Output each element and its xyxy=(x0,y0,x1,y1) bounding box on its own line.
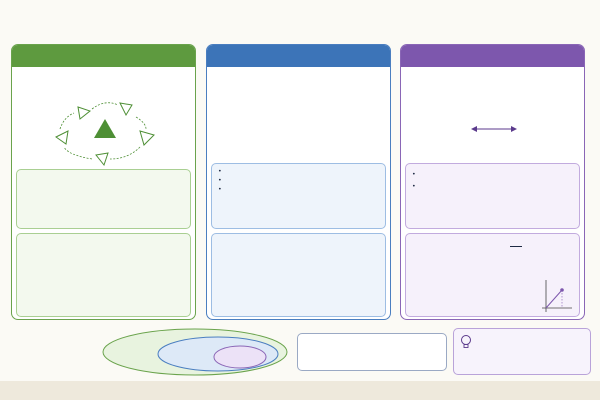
retenir-box xyxy=(453,328,591,375)
corps-panel xyxy=(400,44,585,320)
triangle-right xyxy=(140,131,154,145)
rotation-arrow-5 xyxy=(60,113,74,129)
anneau-exemples-title xyxy=(212,234,385,237)
rotation-arrow-3 xyxy=(110,147,140,159)
integer-number-line xyxy=(302,250,384,272)
symmetry-triangles-diagram xyxy=(50,97,160,167)
corps-axiom-2: • xyxy=(412,183,418,190)
lightbulb-icon xyxy=(460,334,472,350)
anneau-axiom-3-line2 xyxy=(212,194,385,203)
anneau-axiomes-box xyxy=(211,163,386,229)
anneau-axiom-3: • xyxy=(218,186,224,193)
corps-exemples-title xyxy=(406,234,579,237)
corps-axiom-3 xyxy=(406,194,579,203)
matrix-grid-icon xyxy=(340,278,376,314)
corps-description xyxy=(401,67,584,71)
rational-fraction xyxy=(510,246,522,247)
fraction-denominator xyxy=(510,246,522,247)
groupe-axiomes-box xyxy=(16,169,191,229)
permutation-diagram xyxy=(127,276,187,316)
rotation-arrow-1 xyxy=(92,103,118,109)
anneau-panel xyxy=(206,44,391,320)
anneau-axiom-1: • xyxy=(218,168,224,175)
corps-ellipse xyxy=(214,346,266,368)
center-triangle-icon xyxy=(94,119,116,138)
triangle-top-left xyxy=(78,107,90,119)
anneau-axiom-2: • xyxy=(218,177,224,184)
rotation-arrow-4 xyxy=(64,147,92,159)
triangle-bottom xyxy=(96,153,108,165)
triangle-left xyxy=(56,131,68,144)
corps-header xyxy=(401,45,584,67)
groupe-header xyxy=(12,45,195,67)
groupe-description xyxy=(12,67,195,71)
matrix-addition-example xyxy=(215,105,385,139)
inverse-arrow-icon xyxy=(471,123,517,135)
inclusion-venn-diagram xyxy=(100,327,290,377)
corps-axiomes-box xyxy=(405,163,580,229)
corps-axiomes-title xyxy=(406,164,579,167)
triangle-top-right xyxy=(120,103,132,115)
anneau-header xyxy=(207,45,390,67)
inclusion-note xyxy=(297,333,447,371)
groupe-axiomes-title xyxy=(17,170,190,173)
rotation-arrow-2 xyxy=(136,117,146,129)
footer-banner xyxy=(0,381,600,400)
integer-number-line xyxy=(109,250,189,272)
groupe-exemples-box xyxy=(16,233,191,317)
groupe-panel xyxy=(11,44,196,320)
anneau-exemples-box xyxy=(211,233,386,317)
complex-plane-icon xyxy=(538,278,574,314)
groupe-exemples-title xyxy=(17,234,190,237)
anneau-description xyxy=(207,67,390,71)
corps-axiom-1: • xyxy=(412,171,418,178)
corps-exemples-box xyxy=(405,233,580,317)
